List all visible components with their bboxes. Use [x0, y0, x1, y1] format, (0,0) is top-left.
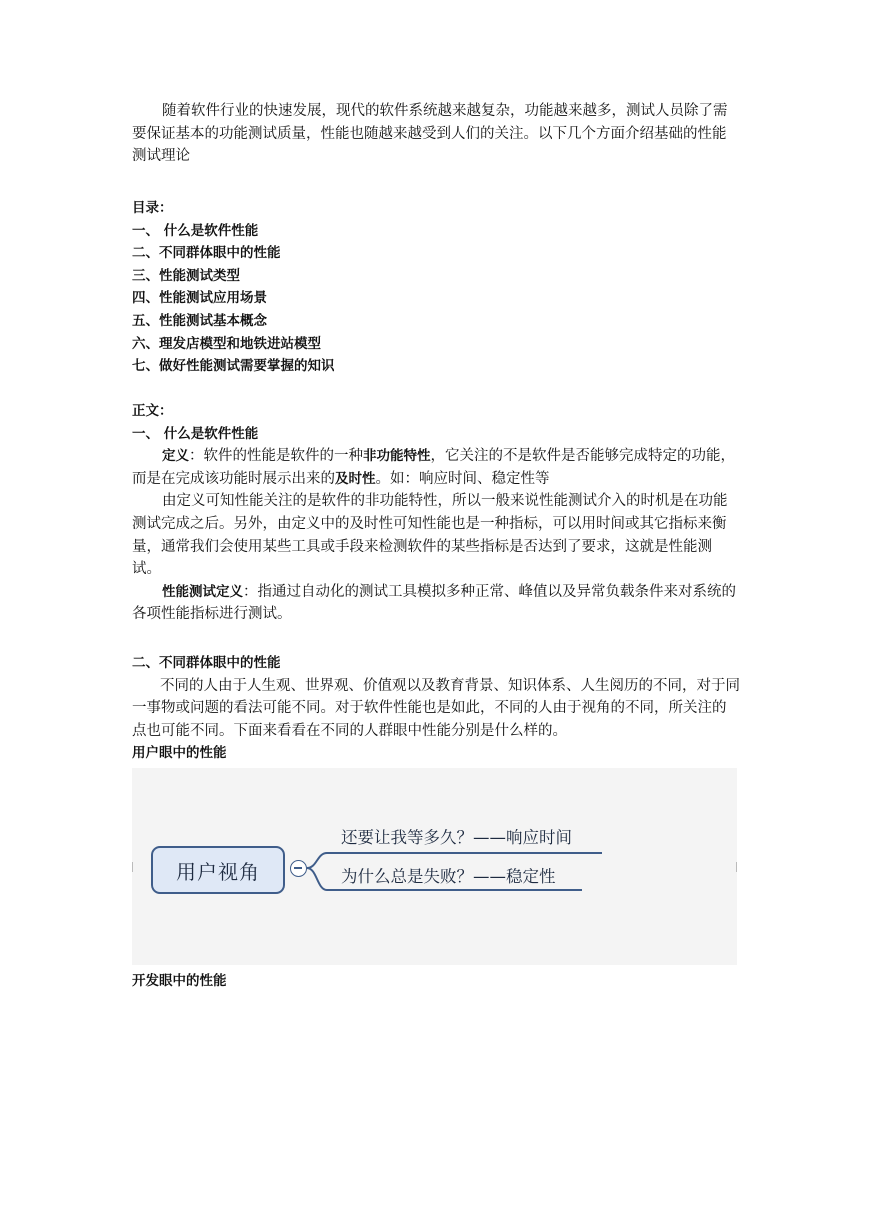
mindmap-branch-response-time: 还要让我等多久？——响应时间 [341, 828, 572, 847]
definition-paragraph [132, 445, 740, 490]
image-edge-marker [132, 862, 133, 872]
user-perspective-heading: 用户眼中的性能 [132, 745, 227, 762]
mindmap-root-node: 用户视角 [151, 846, 285, 894]
toc-heading: 目录： [132, 200, 173, 216]
body-section-2 [132, 652, 740, 765]
toc-item[interactable]: 四、性能测试应用场景 [132, 290, 267, 307]
toc-item[interactable]: 二、不同群体眼中的性能 [132, 245, 281, 262]
toc-item[interactable]: 三、性能测试类型 [132, 267, 240, 284]
toc-item[interactable]: 五、性能测试基本概念 [132, 312, 267, 329]
definition-text-b: ，它关注的不是软件是否能够完成特定的功能，而是在完成该功能时展示出来的 [132, 448, 735, 487]
table-of-contents [132, 197, 740, 378]
image-edge-marker [736, 862, 737, 872]
explanation-paragraph: 由定义可知性能关注的是软件的非功能特性，所以一般来说性能测试介入的时机是在功能测试完成之后。另外，由定义中的及时性可知性能也是一种指标，可以用时间或其它指标来衡量，通常我们会使用某些工具或手段来检测软件的某些指标是否达到了要求，这就是性能测试。 [132, 493, 728, 578]
definition-text-a: ：软件的性能是软件的一种 [189, 448, 363, 465]
section-2-heading: 二、不同群体眼中的性能 [132, 655, 281, 671]
toc-item[interactable]: 一、 什么是软件性能 [132, 222, 259, 239]
definition-bold-nonfunctional: 非功能特性 [363, 448, 431, 465]
perf-test-definition-label: 性能测试定义 [162, 583, 243, 600]
toc-item[interactable]: 六、理发店模型和地铁进站模型 [132, 335, 321, 352]
user-perspective-mindmap [132, 768, 737, 965]
perf-test-definition-paragraph [132, 581, 740, 626]
intro-paragraph [132, 100, 740, 168]
definition-label: 定义 [162, 448, 189, 465]
definition-text-c: 。如：响应时间、稳定性等 [375, 470, 550, 487]
section-2-paragraph: 不同的人由于人生观、世界观、价值观以及教育背景、知识体系、人生阅历的不同，对于同一事物或问题的看法可能不同。对于软件性能也是如此，不同的人由于视角的不同，所关注的点也可能不同。下面来看看在不同的人群眼中性能分别是什么样的。 [132, 677, 740, 739]
dev-perspective [132, 970, 740, 993]
body-section-1 [132, 400, 740, 626]
mindmap-branch-stability: 为什么总是失败？——稳定性 [341, 867, 556, 886]
section-1-heading: 一、 什么是软件性能 [132, 425, 259, 442]
body-heading: 正文： [132, 403, 173, 419]
dev-perspective-heading: 开发眼中的性能 [132, 973, 227, 989]
intro-text: 随着软件行业的快速发展，现代的软件系统越来越复杂，功能越来越多，测试人员除了需要保证基本的功能测试质量，性能也随越来越受到人们的关注。以下几个方面介绍基础的性能测试理论 [132, 103, 728, 165]
collapse-toggle-icon [290, 860, 307, 877]
toc-item[interactable]: 七、做好性能测试需要掌握的知识 [132, 358, 335, 375]
definition-bold-timeliness: 及时性 [335, 470, 376, 487]
perf-test-definition-text: ：指通过自动化的测试工具模拟多种正常、峰值以及异常负载条件来对系统的各项性能指标进行测试。 [132, 583, 736, 623]
